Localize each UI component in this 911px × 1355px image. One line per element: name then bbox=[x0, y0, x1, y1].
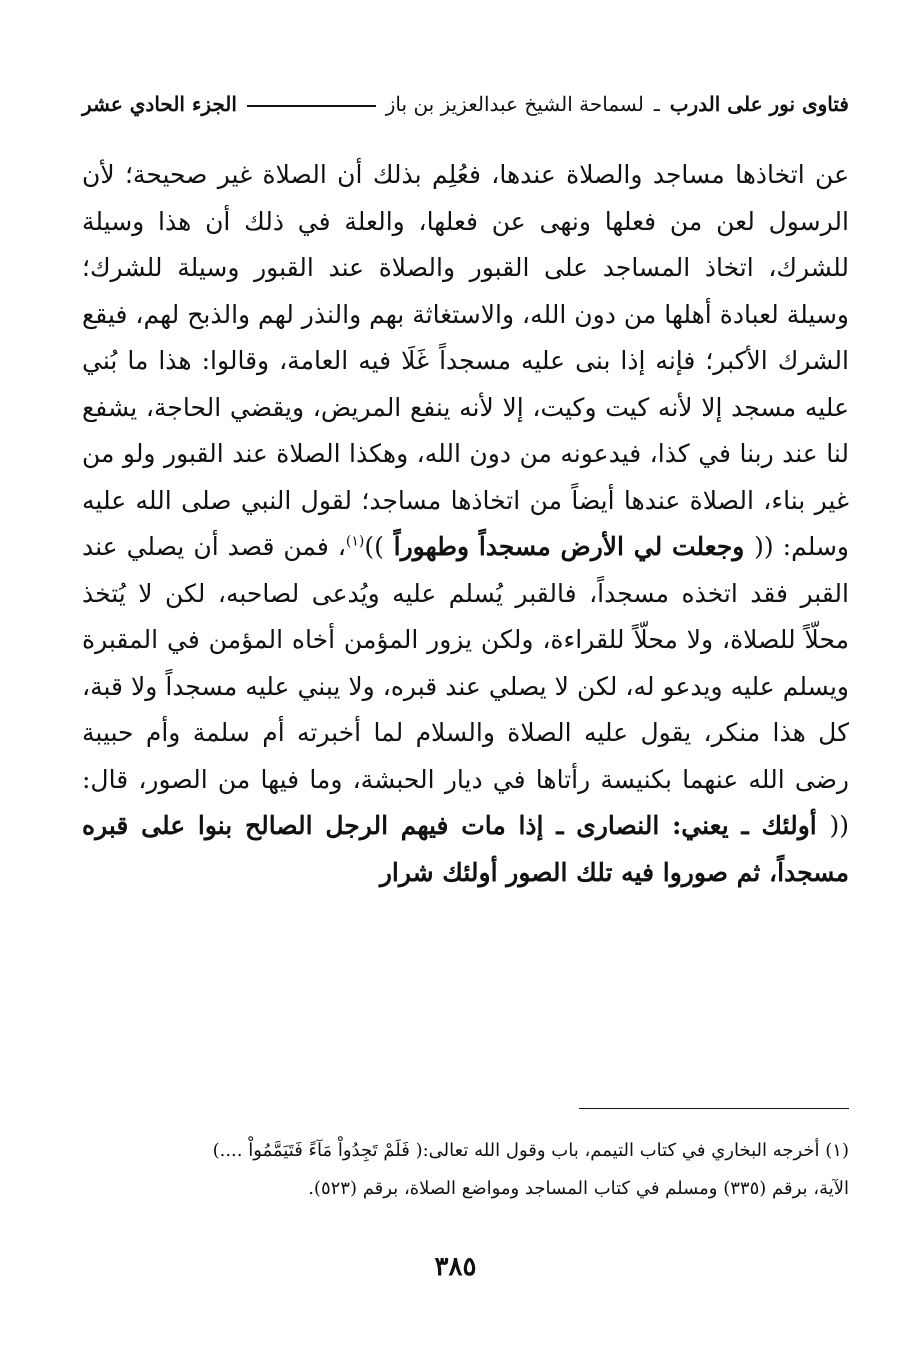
volume-title: الجزء الحادي عشر bbox=[82, 92, 237, 116]
hadith-quote-2: أولئك ـ يعني: النصارى ـ إذا مات فيهم الرجل الصالح بنوا على قبره مسجداً، ثم صوروا فيه تلك الصور أولئك شرار bbox=[82, 811, 849, 887]
text-run-2: ، فمن قصد أن يصلي عند القبر فقد اتخذه مسجداً، فالقبر يُسلم عليه ويُدعى لصاحبه، لكن لا يُتخذ محلّاً للصلاة، ولا محلّاً للقراءة، ولكن يزور المؤمن أخاه المؤمن في المقبرة ويسلم عليه ويدعو له، لكن لا يصلي عند قبره، ولا يبني عليه مسجداً ولا قبة، كل هذا منكر، يقول عليه الصلاة والسلام لما أخبرته أم سلمة وأم حبيبة رضى الله عنهما بكنيسة رأتاها في ديار الحبشة، وما فيها من الصور، قال: (( bbox=[82, 532, 849, 840]
book-title: فتاوى نور على الدرب bbox=[669, 92, 849, 116]
hadith-quote-1: وجعلت لي الأرض مسجداً وطهوراً bbox=[383, 532, 755, 561]
footnote-divider bbox=[579, 1108, 849, 1109]
text-run: عن اتخاذها مساجد والصلاة عندها، فعُلِم بذلك أن الصلاة غير صحيحة؛ لأن الرسول لعن من فعلها ونهى عن فعلها، والعلة في ذلك أن هذا وسيلة للشرك، اتخاذ المساجد على القبور والصلاة عند القبور وسيلة للشرك؛ وسيلة لعبادة أهلها من دون الله، والاستغاثة بهم والنذر لهم والذبح لهم، فيقع الشرك الأكبر؛ فإنه إذا بنى عليه مسجداً غَلَا فيه العامة، وقالوا: هذا ما بُني عليه مسجد إلا لأنه كيت وكيت، إلا لأنه ينفع المريض، ويقضي الحاجة، يشفع لنا عند ربنا في كذا، فيدعونه من دون الله، وهكذا الصلاة عند القبور ولو من غير بناء، الصلاة عندها أيضاً من اتخاذها مساجد؛ لقول النبي صلى الله عليه وسلم: (( bbox=[82, 160, 850, 561]
running-header bbox=[82, 92, 849, 116]
footnote-ref: (١) bbox=[345, 533, 365, 550]
header-dash-1: ـ bbox=[653, 92, 660, 116]
main-text bbox=[82, 152, 849, 896]
author-line: لسماحة الشيخ عبدالعزيز بن باز bbox=[385, 92, 644, 116]
page-number: ٣٨٥ bbox=[434, 1252, 477, 1282]
quote-close: )) bbox=[364, 532, 384, 561]
footnote-line-2: الآية، برقم (٣٣٥) ومسلم في كتاب المساجد ومواضع الصلاة، برقم (٥٢٣). bbox=[308, 1178, 849, 1199]
paragraph bbox=[82, 152, 849, 896]
footnotes bbox=[78, 1132, 849, 1208]
header-separator bbox=[247, 105, 376, 107]
footnote-line-1: (١) أخرجه البخاري في كتاب التيمم، باب وقول الله تعالى:( فَلَمْ تَجِدُواْ مَآءً فَتَيَمَّمُواْ ....) bbox=[212, 1140, 849, 1161]
